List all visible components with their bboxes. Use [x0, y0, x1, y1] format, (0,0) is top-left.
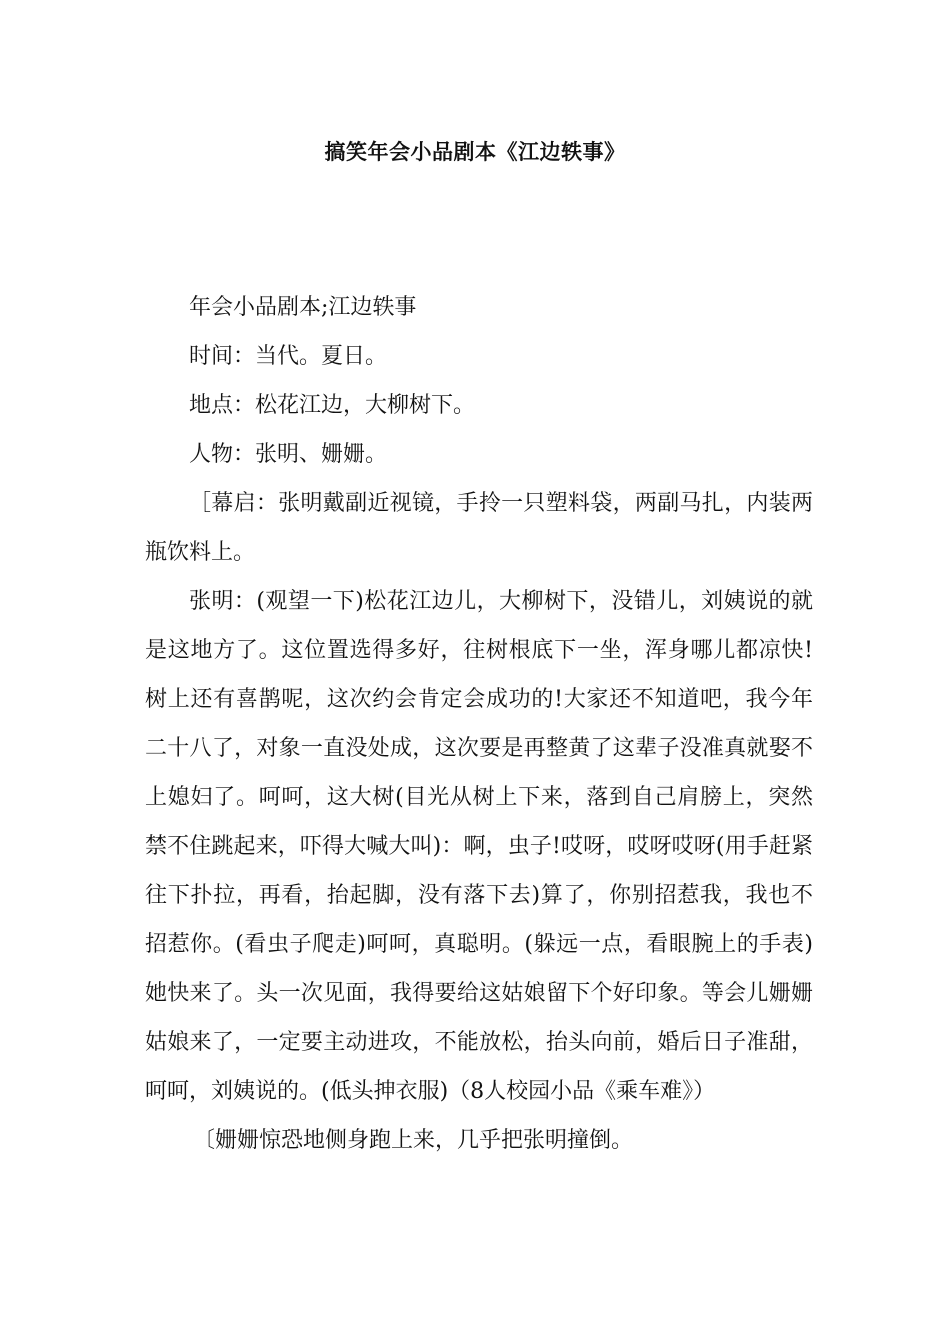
paragraph-stage-direction: ［幕启：张明戴副近视镜，手拎一只塑料袋，两副马扎，内装两瓶饮料上。: [145, 491, 813, 565]
paragraph-monologue: 张明：(观望一下)松花江边儿，大柳树下，没错儿，刘姨说的就是这地方了。这位置选得多好，往树根底下一坐，浑身哪儿都凉快!树上还有喜鹊呢，这次约会肯定会成功的!大家还不知道吧，我今年二十八了，对象一直没处成，这次要是再整黄了这辈子没准真就娶不上媳妇了。呵呵，这大树(目光从树上下来，落到自己肩膀上，突然禁不住跳起来，吓得大喊大叫)：啊，虫子!哎呀，哎呀哎呀(用手赶紧往下扑拉，再看，抬起脚，没有落下去)算了，你别招惹我，我也不招惹你。(看虫子爬走)呵呵，真聪明。(躲远一点，看眼腕上的手表)她快来了。头一次见面，我得要给这姑娘留下个好印象。等会儿姗姗姑娘来了，一定要主动进攻，不能放松，抬头向前，婚后日子准甜，呵呵，刘姨说的。(低头抻衣服)（8人校园小品《乘车难》）: [145, 589, 813, 1104]
document-title: 搞笑年会小品剧本《江边轶事》: [324, 140, 626, 164]
paragraph-stage-direction-2: 〔姗姗惊恐地侧身跑上来，几乎把张明撞倒。: [193, 1128, 634, 1153]
paragraph-heading: 年会小品剧本;江边轶事: [189, 295, 417, 320]
paragraph-time: 时间：当代。夏日。: [189, 344, 388, 369]
paragraph-characters: 人物：张明、姗姗。: [189, 442, 388, 467]
paragraph-place: 地点：松花江边，大柳树下。: [189, 393, 476, 418]
document-body: [145, 283, 813, 1165]
